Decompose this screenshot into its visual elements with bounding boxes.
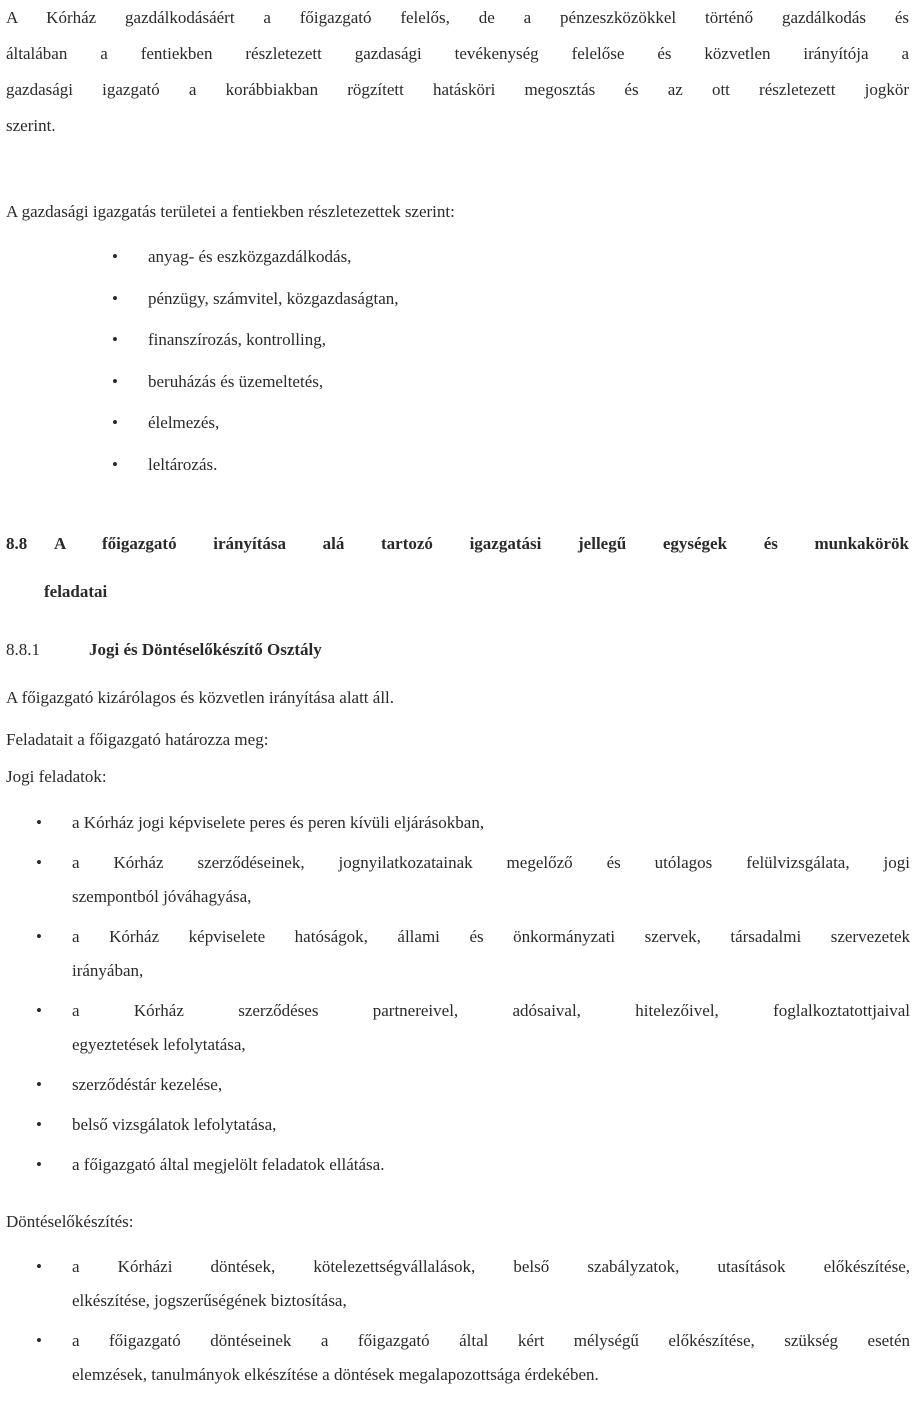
bullet-icon: • [36, 1155, 42, 1174]
list-item-text: a főigazgató által megjelölt feladatok ellátása. [72, 1155, 385, 1174]
list-item-text: finanszírozás, kontrolling, [148, 330, 326, 349]
list-item-text: anyag- és eszközgazdálkodás, [148, 247, 352, 266]
list-item [36, 1108, 910, 1142]
intro-line: általában a fentiekben részletezett gazdasági tevékenység felelőse és közvetlen irányítója a [6, 44, 909, 63]
bullet-icon: • [36, 1257, 42, 1276]
areas-lead: A gazdasági igazgatás területei a fentiekben részletezettek szerint: [6, 202, 455, 221]
intro-line: A Kórház gazdálkodásáért a főigazgató felelős, de a pénzeszközökkel történő gazdálkodás és [6, 8, 909, 27]
list-item-text: egyeztetések lefolytatása, [72, 1035, 246, 1054]
list-item-text: elkészítése, jogszerűségének biztosítása, [72, 1291, 347, 1310]
list-item-text: a Kórház szerződéseinek, jognyilatkozatainak megelőző és utólagos felülvizsgálata, jogi [72, 853, 910, 872]
bullet-icon: • [36, 853, 42, 872]
section-number: 8.8 [6, 534, 28, 553]
section-title: A főigazgató irányítása alá tartozó igazgatási jellegű egységek és munkakörök [54, 534, 909, 553]
list-item [36, 846, 910, 914]
decision-tasks-list [36, 1250, 910, 1398]
bullet-icon: • [36, 1075, 42, 1094]
bullet-icon: • [112, 288, 118, 308]
list-item-text: beruházás és üzemeltetés, [148, 371, 324, 391]
section-title-line [6, 530, 909, 558]
list-item [112, 409, 399, 451]
list-item-text: a Kórház jogi képviselete peres és peren kívüli eljárásokban, [72, 813, 485, 832]
list-item [112, 326, 399, 368]
list-item [36, 1250, 910, 1318]
subsection-heading-8-8-1 [6, 636, 322, 664]
list-item [36, 994, 910, 1062]
list-item-text: a Kórházi döntések, kötelezettségvállalások, belső szabályzatok, utasítások előkészítése, [72, 1257, 910, 1276]
intro-line: szerint. [6, 116, 56, 135]
list-item-text: leltározás. [148, 454, 218, 474]
list-item [36, 1148, 910, 1182]
legal-tasks-list [36, 806, 910, 1188]
subsection-number: 8.8.1 [6, 640, 40, 659]
decision-heading: Döntéselőkészítés: [6, 1212, 134, 1231]
list-item-text: elemzések, tanulmányok elkészítése a döntések megalapozottsága érdekében. [72, 1365, 599, 1384]
legal-tasks-heading: Jogi feladatok: [6, 767, 107, 786]
list-item [112, 368, 399, 410]
bullet-icon: • [112, 371, 118, 391]
list-item-text: irányában, [72, 961, 144, 980]
list-item [112, 285, 399, 327]
bullet-icon: • [36, 1331, 42, 1350]
subsection-title: Jogi és Döntéselőkészítő Osztály [89, 640, 322, 659]
list-item [36, 920, 910, 988]
list-item-text: a Kórház képviselete hatóságok, állami és önkormányzati szervek, társadalmi szervezetek [72, 927, 910, 946]
list-item-text: élelmezés, [148, 413, 220, 432]
bullet-icon: • [112, 247, 118, 266]
list-item-text: szempontból jóváhagyása, [72, 887, 252, 906]
bullet-icon: • [112, 330, 118, 349]
list-item-text: a főigazgató döntéseinek a főigazgató által kért mélységű előkészítése, szükség esetén [72, 1331, 910, 1350]
areas-list [112, 243, 399, 492]
bullet-icon: • [36, 813, 42, 832]
bullet-icon: • [36, 1115, 42, 1134]
list-item-text: a Kórház szerződéses partnereivel, adósaival, hitelezőivel, foglalkoztatottjaival [72, 1001, 910, 1020]
section-heading-8-8 [6, 530, 909, 601]
list-item [112, 243, 399, 285]
intro-paragraph [6, 0, 909, 144]
bullet-icon: • [112, 454, 118, 474]
list-item [36, 1324, 910, 1392]
list-item [36, 1068, 910, 1102]
section-title-continuation: feladatai [44, 582, 108, 601]
list-item-text: belső vizsgálatok lefolytatása, [72, 1115, 277, 1134]
subsection-line: A főigazgató kizárólagos és közvetlen irányítása alatt áll. [6, 688, 395, 707]
bullet-icon: • [36, 927, 42, 946]
subsection-line: Feladatait a főigazgató határozza meg: [6, 730, 269, 749]
bullet-icon: • [112, 413, 118, 432]
list-item-text: szerződéstár kezelése, [72, 1075, 223, 1094]
bullet-icon: • [36, 1001, 42, 1020]
list-item [36, 806, 910, 840]
list-item [112, 451, 399, 493]
intro-line: gazdasági igazgató a korábbiakban rögzített hatásköri megosztás és az ott részletezett jogkör [6, 80, 909, 99]
list-item-text: pénzügy, számvitel, közgazdaságtan, [148, 288, 399, 308]
